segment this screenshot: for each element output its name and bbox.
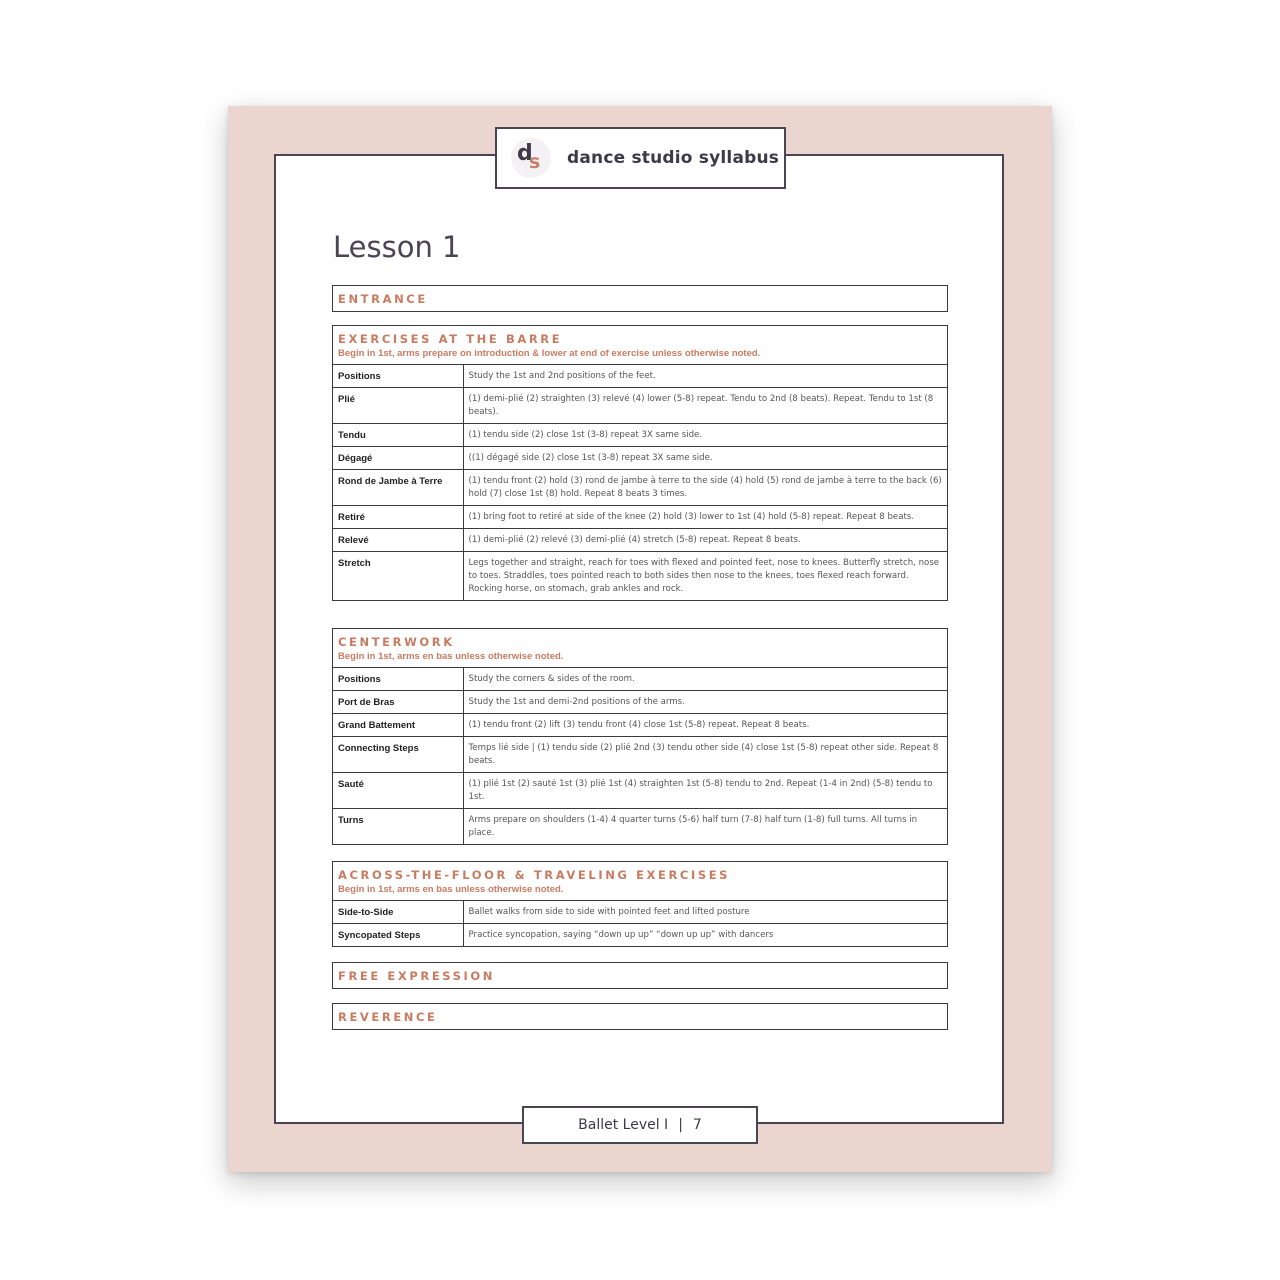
table-row <box>333 714 947 737</box>
exercise-table <box>333 667 947 844</box>
exercise-name: Tendu <box>333 424 463 447</box>
exercise-desc: Study the 1st and 2nd positions of the feet. <box>463 365 947 388</box>
exercise-name: Dégagé <box>333 447 463 470</box>
exercise-desc: (1) tendu front (2) hold (3) rond de jambe à terre to the side (4) hold (5) rond de jambe à terre to the back (6) hold (7) close 1st (8) hold. Repeat 8 beats 3 times. <box>463 470 947 506</box>
footer-separator: | <box>678 1117 683 1133</box>
exercise-name: Side-to-Side <box>333 901 463 924</box>
exercise-name: Plié <box>333 388 463 424</box>
exercise-table <box>333 364 947 600</box>
table-row <box>333 447 947 470</box>
section-barre <box>332 325 948 601</box>
exercise-name: Retiré <box>333 506 463 529</box>
section-title: CENTERWORK <box>338 635 455 649</box>
logo-letter-d: d <box>517 141 533 166</box>
exercise-desc: Ballet walks from side to side with pointed feet and lifted posture <box>463 901 947 924</box>
section-header <box>333 1004 947 1029</box>
table-row <box>333 470 947 506</box>
exercise-desc: (1) demi-plié (2) relevé (3) demi-plié (4) stretch (5-8) repeat. Repeat 8 beats. <box>463 529 947 552</box>
section-title: EXERCISES AT THE BARRE <box>338 332 563 346</box>
exercise-name: Turns <box>333 809 463 845</box>
table-row <box>333 424 947 447</box>
exercise-desc: (1) plié 1st (2) sauté 1st (3) plié 1st (4) straighten 1st (5-8) tendu to 2nd. Repeat (1-4 in 2nd) (5-8) tendu to 1st. <box>463 773 947 809</box>
exercise-name: Connecting Steps <box>333 737 463 773</box>
section-title: ENTRANCE <box>338 292 428 306</box>
exercise-name: Stretch <box>333 552 463 601</box>
section-across-the-floor <box>332 861 948 947</box>
exercise-desc: (1) demi-plié (2) straighten (3) relevé (4) lower (5-8) repeat. Tendu to 2nd (8 beats). Repeat. Tendu to 1st (8 beats). <box>463 388 947 424</box>
table-row <box>333 365 947 388</box>
exercise-name: Sauté <box>333 773 463 809</box>
section-header <box>333 326 947 364</box>
exercise-desc: Arms prepare on shoulders (1-4) 4 quarter turns (5-6) half turn (7-8) half turn (1-8) full turns. All turns in place. <box>463 809 947 845</box>
page-footer <box>522 1106 758 1144</box>
exercise-name: Port de Bras <box>333 691 463 714</box>
table-row <box>333 691 947 714</box>
exercise-desc: Legs together and straight, reach for toes with flexed and pointed feet, nose to knees. Butterfly stretch, nose to toes. Straddles, toes pointed reach to both sides then nose to the knees, toes flexed reach forward. Rocking horse, on stomach, grab ankles and rock. <box>463 552 947 601</box>
section-title: FREE EXPRESSION <box>338 969 496 983</box>
table-row <box>333 773 947 809</box>
section-header <box>333 629 947 667</box>
section-title: REVERENCE <box>338 1010 438 1024</box>
exercise-desc: ((1) dégagé side (2) close 1st (3-8) repeat 3X same side. <box>463 447 947 470</box>
table-row <box>333 552 947 601</box>
section-centerwork <box>332 628 948 845</box>
exercise-desc: (1) tendu side (2) close 1st (3-8) repeat 3X same side. <box>463 424 947 447</box>
brand-header <box>495 127 786 189</box>
table-row <box>333 388 947 424</box>
footer-level: Ballet Level I <box>578 1117 669 1133</box>
section-free-expression <box>332 962 948 989</box>
section-reverence <box>332 1003 948 1030</box>
exercise-name: Positions <box>333 365 463 388</box>
exercise-name: Syncopated Steps <box>333 924 463 947</box>
table-row <box>333 901 947 924</box>
brand-name: dance studio syllabus <box>567 148 780 168</box>
exercise-desc: Study the corners & sides of the room. <box>463 668 947 691</box>
page-number: 7 <box>692 1117 702 1133</box>
exercise-name: Grand Battement <box>333 714 463 737</box>
table-row <box>333 924 947 947</box>
section-header <box>333 286 947 311</box>
exercise-name: Relevé <box>333 529 463 552</box>
exercise-desc: Practice syncopation, saying “down up up” “down up up” with dancers <box>463 924 947 947</box>
table-row <box>333 809 947 845</box>
exercise-desc: Study the 1st and demi-2nd positions of the arms. <box>463 691 947 714</box>
exercise-desc: Temps lié side | (1) tendu side (2) plié 2nd (3) tendu other side (4) close 1st (5-8) repeat other side. Repeat 8 beats. <box>463 737 947 773</box>
lesson-title: Lesson 1 <box>333 230 461 264</box>
exercise-desc: (1) bring foot to retiré at side of the knee (2) hold (3) lower to 1st (4) hold (5-8) repeat. Repeat 8 beats. <box>463 506 947 529</box>
section-subtitle: Begin in 1st, arms en bas unless otherwise noted. <box>338 884 564 895</box>
exercise-name: Rond de Jambe à Terre <box>333 470 463 506</box>
section-title: ACROSS-THE-FLOOR & TRAVELING EXERCISES <box>338 868 731 882</box>
section-entrance <box>332 285 948 312</box>
brand-logo-icon <box>511 138 551 178</box>
exercise-desc: (1) tendu front (2) lift (3) tendu front (4) close 1st (5-8) repeat. Repeat 8 beats. <box>463 714 947 737</box>
logo-letter-s: s <box>529 151 541 173</box>
table-row <box>333 668 947 691</box>
exercise-table <box>333 900 947 946</box>
table-row <box>333 506 947 529</box>
exercise-name: Positions <box>333 668 463 691</box>
table-row <box>333 529 947 552</box>
section-subtitle: Begin in 1st, arms en bas unless otherwise noted. <box>338 651 564 662</box>
section-subtitle: Begin in 1st, arms prepare on introduction & lower at end of exercise unless otherwise noted. <box>338 348 761 359</box>
section-header <box>333 963 947 988</box>
table-row <box>333 737 947 773</box>
section-header <box>333 862 947 900</box>
